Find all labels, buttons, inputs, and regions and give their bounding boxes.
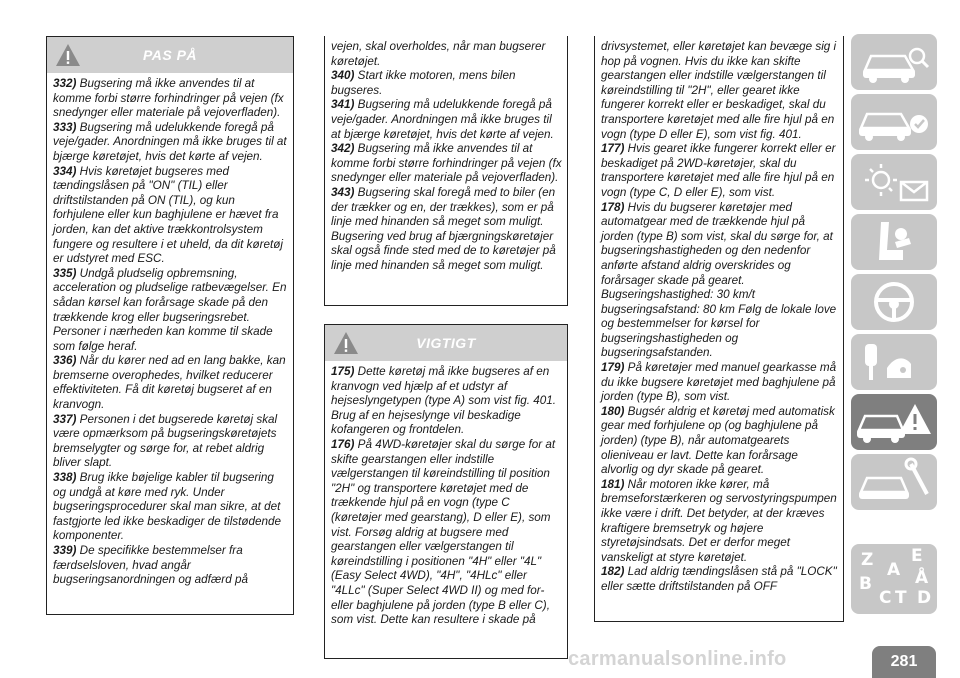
note-paragraph xyxy=(601,201,838,362)
note-text: Når motoren ikke kører, må bremseforstærkeren og servostyringspumpen ikke være i drift. Det betyder, at der kræves kraftigere bremsetryk og højere styretøjsindsats. Det er derfor meget vanskeligt at styre køretøjet. xyxy=(601,477,837,564)
maintenance-wrench-icon xyxy=(851,454,937,510)
note-text: På køretøjer med manuel gearkasse må du ikke bugsere køretøjet med baghjulene på jorden (type B), som vist. xyxy=(601,361,837,404)
note-paragraph xyxy=(601,405,838,478)
note-number: 339) xyxy=(53,544,77,557)
continued-caution-body xyxy=(325,36,567,278)
note-number: 337) xyxy=(53,412,77,426)
note-text: drivsystemet, eller køretøjet kan bevæge sig i hop på vognen. Hvis du ikke kan skifte gearstangen eller indstille vælgerstangen til køreindstilling til "2H", eller gearet ikke fungerer korrekt eller er beskadiget, skal du transportere køretøjet med alle fire hjul på en vogn (type D eller E), som vist fig. 401. xyxy=(601,40,837,141)
car-safety-icon xyxy=(851,94,937,150)
note-number: 179) xyxy=(601,361,625,375)
column-2 xyxy=(324,36,568,659)
note-number: 176) xyxy=(331,437,355,451)
tab-warning-lights[interactable] xyxy=(851,154,937,210)
column-3 xyxy=(594,36,844,622)
note-number: 342) xyxy=(331,142,355,156)
steering-wheel-icon xyxy=(851,274,937,330)
page-number: 281 xyxy=(872,646,936,678)
index-letter: T xyxy=(895,588,907,608)
note-paragraph xyxy=(331,438,562,628)
index-letter: D xyxy=(917,588,932,608)
caution-body xyxy=(47,73,293,592)
key-icon xyxy=(851,334,937,390)
note-paragraph xyxy=(331,186,562,274)
index-letter: B xyxy=(859,574,872,594)
index-letter: A xyxy=(887,560,901,580)
warning-triangle-icon xyxy=(55,43,81,67)
note-paragraph xyxy=(601,40,838,142)
continued-important-box xyxy=(594,36,844,622)
note-number: 338) xyxy=(53,471,77,485)
note-number: 177) xyxy=(601,142,625,156)
note-paragraph xyxy=(53,413,288,471)
note-text: Bugsering må ikke anvendes til at komme forbi større forhindringer på vejen (fx snedynger eller materiale på vejoverfladen). xyxy=(331,142,562,185)
note-number: 341) xyxy=(331,98,355,112)
note-paragraph xyxy=(53,471,288,544)
important-box xyxy=(324,324,568,659)
note-text: Når du kører ned ad en lang bakke, kan bremserne overophedes, hvilket reducerer effektiviteten. Få dit køretøj bugseret af en kranvogn. xyxy=(53,354,286,412)
tab-seats-airbags[interactable] xyxy=(851,214,937,270)
note-text: Undgå pludselig opbremsning, acceleration og pludselige ratbevægelser. En sådan kørsel kan forårsage skade på den trækkende krog eller bugseringsrebet. Personer i nærheden kan komme til skade som følge heraf. xyxy=(53,266,287,353)
continued-caution-box xyxy=(324,36,568,306)
important-heading: VIGTIGT xyxy=(416,335,476,351)
note-text: Bugsering må udelukkende foregå på veje/gader. Anordningen må ikke bruges til at bjærge køretøjet, hvis det kørte af vejen. xyxy=(331,98,554,141)
note-text: Start ikke motoren, mens bilen bugseres. xyxy=(331,69,516,97)
note-paragraph xyxy=(53,354,288,412)
continued-important-body xyxy=(595,36,843,599)
note-text: Bugsering må udelukkende foregå på veje/gader. Anordningen må ikke bruges til at bjærge køretøjet, hvis det kørte af vejen. xyxy=(53,120,287,163)
note-paragraph xyxy=(601,478,838,566)
car-breakdown-icon xyxy=(851,394,937,450)
seat-airbag-icon xyxy=(851,214,937,270)
note-text: Hvis køretøjet bugseres med tændingslåsen på "ON" (TIL) eller driftstilstanden på ON (TIL), og kun forhjulene eller kun baghjulene er hævet fra jorden, kan det aktive trækkontrolsystem fungere og resultere i et uheld, da dit køretøj er udstyret med ESC. xyxy=(53,164,283,266)
caution-box xyxy=(46,36,294,615)
important-header xyxy=(325,325,567,361)
note-paragraph xyxy=(601,565,838,594)
note-text: Hvis gearet ikke fungerer korrekt eller er beskadiget på 2WD-køretøjer, skal du transportere køretøjet med alle fire hjul på en vogn (type C, D eller E), som vist. xyxy=(601,142,836,199)
note-number: 336) xyxy=(53,354,77,368)
note-paragraph xyxy=(331,365,562,438)
note-text: Lad aldrig tændingslåsen stå på "LOCK" eller sætte driftstilstanden på OFF xyxy=(601,565,837,593)
index-letter: C xyxy=(879,588,892,608)
note-paragraph xyxy=(53,544,288,588)
note-text: Bugsér aldrig et køretøj med automatisk gear med forhjulene op (og baghjulene på jorden) (type B), når automatgearets olieniveau er lavt. Dette kan forårsage alvorlig og dyr skade på gearet. xyxy=(601,404,835,477)
note-paragraph xyxy=(331,142,562,186)
note-number: 333) xyxy=(53,120,77,134)
note-text: Personen i det bugserede køretøj skal være opmærksom på bugseringskøretøjets bremselygter og sørge for, at rebet aldrig bliver slapt. xyxy=(53,412,278,470)
tab-safety[interactable] xyxy=(851,94,937,150)
note-paragraph xyxy=(331,40,562,69)
tab-breakdown[interactable] xyxy=(851,394,937,450)
index-letter: Å xyxy=(915,568,929,588)
tab-maintenance[interactable] xyxy=(851,454,937,510)
tab-index[interactable] xyxy=(851,544,937,614)
note-text: vejen, skal overholdes, når man bugserer køretøjet. xyxy=(331,40,546,68)
note-paragraph xyxy=(331,98,562,142)
note-text: Brug ikke bøjelige kabler til bugsering og undgå at køre med ryk. Under bugseringsprocedurer skal man sikre, at det fastgjorte led ikke beskadiger de tilstødende komponenter. xyxy=(53,471,282,543)
caution-heading: PAS PÅ xyxy=(142,47,198,63)
note-number: 335) xyxy=(53,266,77,280)
tab-key[interactable] xyxy=(851,334,937,390)
caution-header xyxy=(47,37,293,73)
note-number: 334) xyxy=(53,164,77,178)
note-paragraph xyxy=(53,121,288,165)
note-number: 180) xyxy=(601,404,625,418)
note-text: Dette køretøj må ikke bugseres af en kranvogn ved hjælp af et udstyr af hejseslyngetypen (type A) som vist fig. 401. Brug af en hejseslynge vil beskadige kofangeren og frontdelen. xyxy=(331,365,556,437)
note-paragraph xyxy=(53,77,288,121)
note-number: 340) xyxy=(331,69,355,83)
watermark: carmanualsonline.info xyxy=(568,648,787,670)
important-body xyxy=(325,361,567,632)
note-text: Hvis du bugserer køretøjer med automatgear med de trækkende hjul på jorden (type B) som vist, skal du sørge for, at bugseringshastigheden og den nedenfor anførte afstand aldrig overskrides og forårsager skade på gearet. Bugseringshastighed: 30 km/t bugseringsafstand: 80 km Følg de lokale love og bestemmelser for kørsel for bugseringshastigheden og bugseringsafstanden. xyxy=(601,200,837,360)
note-text: På 4WD-køretøjer skal du sørge for at skifte gearstangen eller indstille vælgerstangen til køreindstilling til position "2H" og transportere køretøjet med de trækkende hjul på en vogn (type C (køretøjer med gearstang), D eller E), som vist. Forsøg aldrig at bugsere med gearstangen eller vælgerstangen til køreindstilling i positionen "4H" eller "4L" (Easy Select 4WD), "4H", "4HLc" eller "4LLc" (Super Select 4WD II) og med for- eller baghjulene på jorden (type B eller C), som vist. Dette kan resultere i skade på xyxy=(331,437,556,627)
index-letter: Z xyxy=(861,550,874,570)
note-paragraph xyxy=(53,165,288,267)
note-number: 343) xyxy=(331,185,355,199)
warning-lights-message-icon xyxy=(851,154,937,210)
column-1 xyxy=(46,36,294,615)
tab-dashboard[interactable] xyxy=(851,34,937,90)
chapter-tabs xyxy=(851,34,937,618)
note-text: Bugsering må ikke anvendes til at komme forbi større forhindringer på vejen (fx snedynger eller materiale på vejoverfladen). xyxy=(53,77,284,120)
note-number: 178) xyxy=(601,200,625,214)
note-paragraph xyxy=(331,69,562,98)
note-text: Bugsering skal foregå med to biler (en der trækker og en, der trækkes), som er på linje med hinanden så meget som muligt. Bugsering ved brug af bjærgningskøretøjer skal også finde sted med de to køretøjer på linje med hinanden så meget som muligt. xyxy=(331,185,556,272)
note-number: 332) xyxy=(53,77,77,90)
note-text: De specifikke bestemmelser fra færdselsloven, hvad angår bugseringsanordningen og adfærd på xyxy=(53,544,248,587)
car-dashboard-icon xyxy=(851,34,937,90)
note-paragraph xyxy=(601,361,838,405)
note-number: 182) xyxy=(601,565,625,579)
index-letter: E xyxy=(911,546,923,566)
note-paragraph xyxy=(53,267,288,355)
note-number: 181) xyxy=(601,477,625,491)
note-paragraph xyxy=(601,142,838,200)
note-number: 175) xyxy=(331,365,355,378)
warning-triangle-icon xyxy=(333,331,359,355)
tab-steering[interactable] xyxy=(851,274,937,330)
